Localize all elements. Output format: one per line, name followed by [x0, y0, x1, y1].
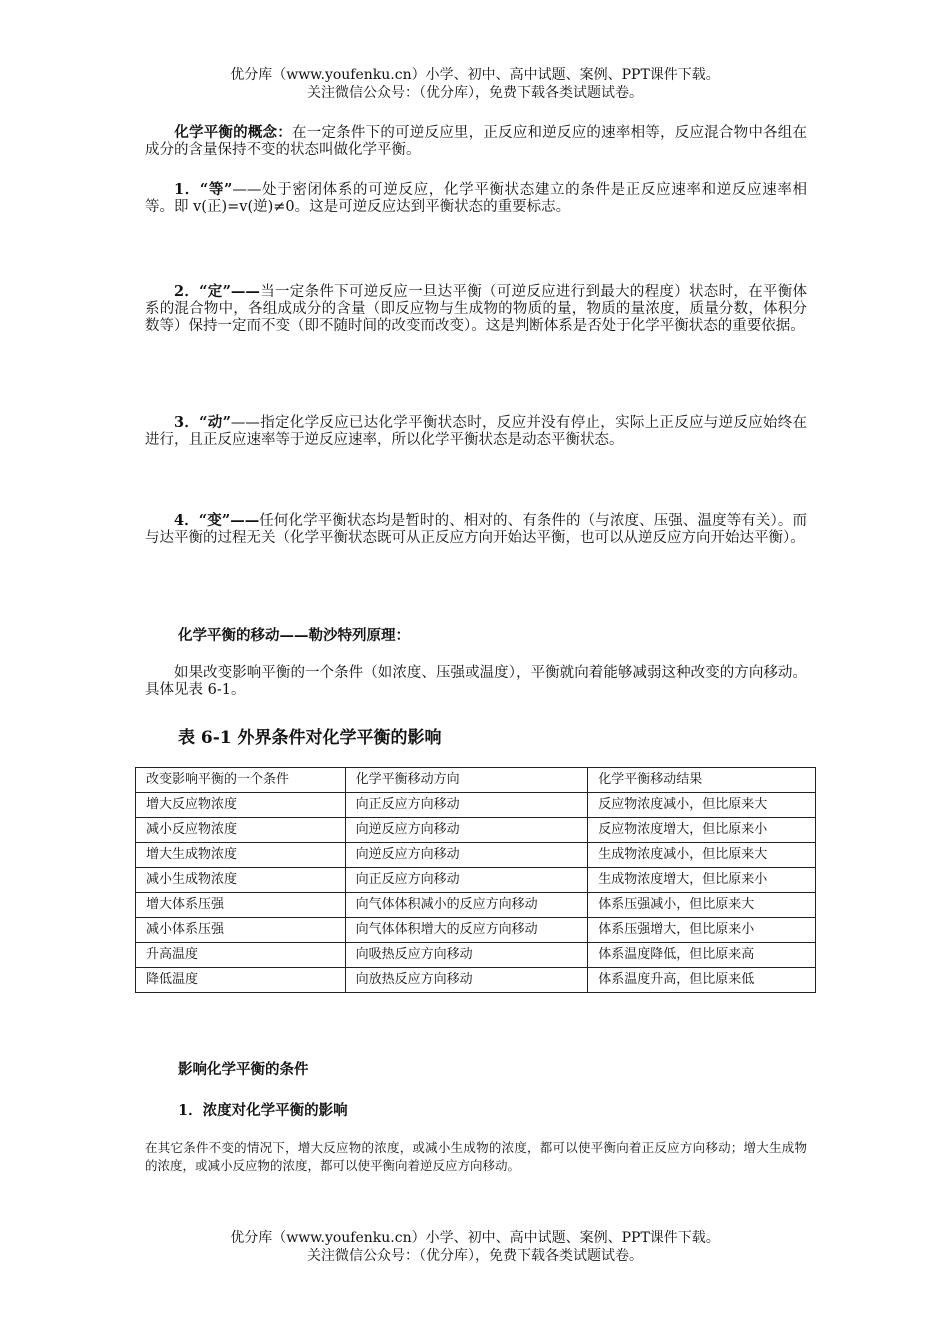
feature-3-label: 3．“动” — [174, 414, 231, 431]
table-cell: 减小生成物浓度 — [136, 868, 346, 893]
feature-4-paragraph — [145, 512, 807, 547]
conditions-subheading: 1．浓度对化学平衡的影响 — [178, 1102, 348, 1119]
table-header-cell: 化学平衡移动结果 — [588, 768, 816, 793]
feature-3-text: ——指定化学反应已达化学平衡状态时，反应并没有停止，实际上正反应与逆反应始终在进行，且正反应速率等于逆反应速率，所以化学平衡状态是动态平衡状态。 — [145, 415, 807, 448]
table-cell: 向放热反应方向移动 — [345, 968, 588, 993]
table-cell: 体系压强减小，但比原来大 — [588, 893, 816, 918]
footer-line-1: 优分库（www.youfenku.cn）小学、初中、高中试题、案例、PPT课件下载。 — [230, 1230, 720, 1246]
table-cell: 生成物浓度增大，但比原来小 — [588, 868, 816, 893]
shift-heading: 化学平衡的移动——勒沙特列原理： — [178, 627, 410, 644]
concept-paragraph — [145, 124, 807, 159]
table-cell: 体系温度升高，但比原来低 — [588, 968, 816, 993]
concept-text: 在一定条件下的可逆反应里，正反应和逆反应的速率相等，反应混合物中各组在成分的含量保持不变的状态叫做化学平衡。 — [145, 125, 808, 158]
table-row — [136, 943, 816, 968]
footer-line-2: 关注微信公众号：（优分库），免费下载各类试题试卷。 — [307, 1248, 643, 1264]
table-cell: 向正反应方向移动 — [345, 793, 588, 818]
feature-4-label: 4．“变”—— — [174, 512, 260, 529]
table-cell: 增大生成物浓度 — [136, 843, 346, 868]
concept-label: 化学平衡的概念： — [174, 124, 292, 141]
header-line-1: 优分库（www.youfenku.cn）小学、初中、高中试题、案例、PPT课件下载。 — [230, 67, 720, 83]
feature-4-text: 任何化学平衡状态均是暂时的、相对的、有条件的（与浓度、压强、温度等有关）。而与达平衡的过程无关（化学平衡状态既可从正反应方向开始达平衡，也可以从逆反应方向开始达平衡）。 — [145, 513, 807, 546]
table-row — [136, 868, 816, 893]
shift-paragraph — [145, 665, 807, 699]
table-row — [136, 968, 816, 993]
table-cell: 向气体体积增大的反应方向移动 — [345, 918, 588, 943]
table-row — [136, 918, 816, 943]
page-header — [0, 66, 950, 102]
feature-2-paragraph — [145, 283, 807, 335]
table-row — [136, 893, 816, 918]
table-caption: 表 6-1 外界条件对化学平衡的影响 — [178, 728, 442, 748]
feature-3-paragraph — [145, 414, 807, 449]
feature-2-label: 2．“定”—— — [174, 283, 260, 300]
feature-1-label: 1．“等” — [174, 181, 233, 198]
conditions-heading: 影响化学平衡的条件 — [178, 1061, 309, 1078]
table-cell: 生成物浓度减小，但比原来大 — [588, 843, 816, 868]
feature-2-text: 当一定条件下可逆反应一旦达平衡（可逆反应进行到最大的程度）状态时，在平衡体系的混合物中，各组成成分的含量（即反应物与生成物的物质的量，物质的量浓度，质量分数，体积分数等）保持一定而不变（即不随时间的改变而改变）。这是判断体系是否处于化学平衡状态的重要依据。 — [145, 284, 807, 334]
table-cell: 向气体体积减小的反应方向移动 — [345, 893, 588, 918]
table-row — [136, 843, 816, 868]
table-cell: 向正反应方向移动 — [345, 868, 588, 893]
shift-text: 如果改变影响平衡的一个条件（如浓度、压强或温度），平衡就向着能够减弱这种改变的方向移动。具体见表 6-1。 — [145, 665, 807, 698]
page-footer — [0, 1229, 950, 1265]
table-cell: 增大反应物浓度 — [136, 793, 346, 818]
table-cell: 向逆反应方向移动 — [345, 818, 588, 843]
table-cell: 减小反应物浓度 — [136, 818, 346, 843]
table-cell: 向吸热反应方向移动 — [345, 943, 588, 968]
table-cell: 降低温度 — [136, 968, 346, 993]
header-line-2: 关注微信公众号：（优分库），免费下载各类试题试卷。 — [307, 85, 643, 101]
table-cell: 反应物浓度增大，但比原来小 — [588, 818, 816, 843]
table-header-row — [136, 768, 816, 793]
feature-1-paragraph — [145, 181, 807, 216]
table-cell: 向逆反应方向移动 — [345, 843, 588, 868]
table-cell: 体系压强增大，但比原来小 — [588, 918, 816, 943]
table-cell: 减小体系压强 — [136, 918, 346, 943]
table-cell: 体系温度降低，但比原来高 — [588, 943, 816, 968]
table-header-cell: 化学平衡移动方向 — [345, 768, 588, 793]
table-header-cell: 改变影响平衡的一个条件 — [136, 768, 346, 793]
table-cell: 升高温度 — [136, 943, 346, 968]
conditions-paragraph: 在其它条件不变的情况下，增大反应物的浓度，或减小生成物的浓度，都可以使平衡向着正反应方向移动；增大生成物的浓度，或减小反应物的浓度，都可以使平衡向着逆反应方向移动。 — [145, 1140, 807, 1173]
equilibrium-table — [135, 767, 816, 993]
table-cell: 增大体系压强 — [136, 893, 346, 918]
feature-1-text: ——处于密闭体系的可逆反应，化学平衡状态建立的条件是正反应速率和逆反应速率相等。即 v(正)=v(逆)≠0。这是可逆反应达到平衡状态的重要标志。 — [145, 182, 807, 215]
table-row — [136, 793, 816, 818]
table-row — [136, 818, 816, 843]
table-cell: 反应物浓度减小，但比原来大 — [588, 793, 816, 818]
